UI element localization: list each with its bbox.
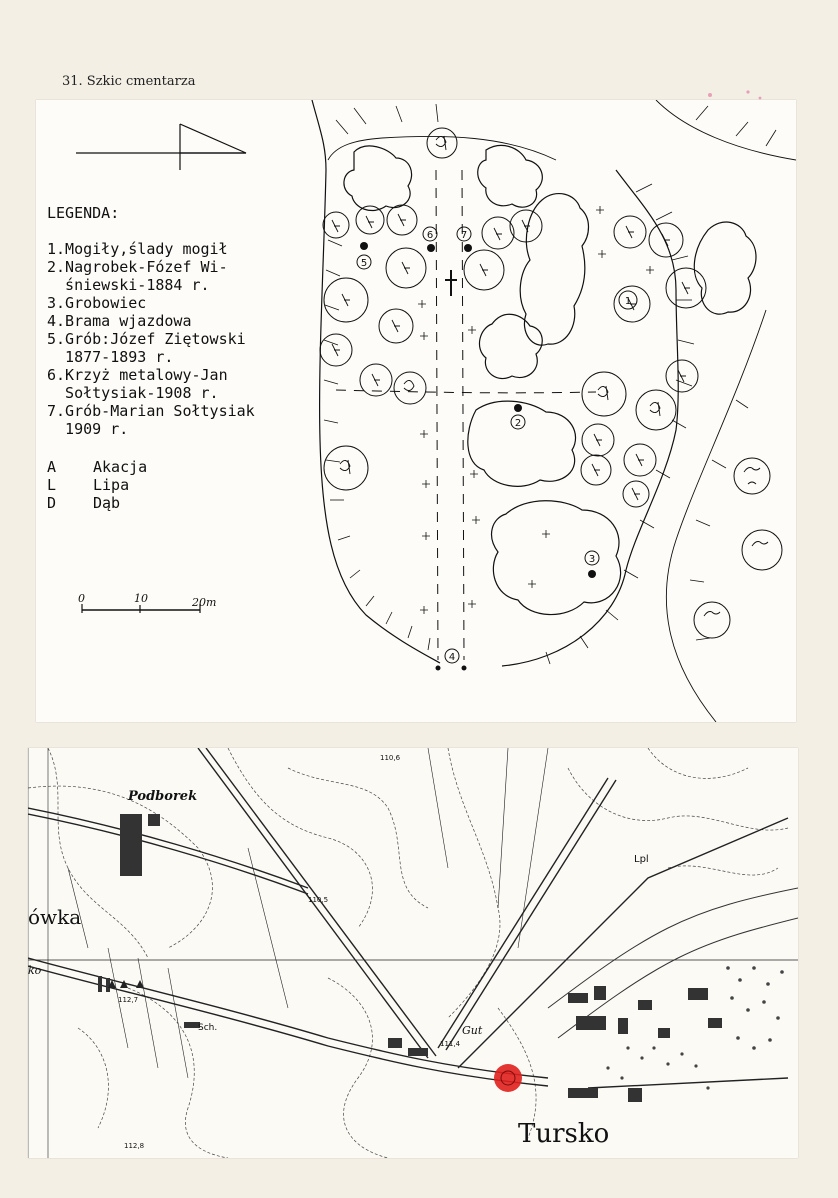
species-code: A xyxy=(47,458,57,476)
elevation-label: 112,7 xyxy=(118,996,139,1004)
scale-label-0: 0 xyxy=(78,592,85,605)
species-row xyxy=(47,476,147,494)
place-label-lpl: Lpl xyxy=(634,854,649,865)
species-row xyxy=(47,458,147,476)
legend-item-cont: 1909 r. xyxy=(47,420,129,438)
page-caption: 31. Szkic cmentarza xyxy=(62,74,196,89)
elevation-label: 110,5 xyxy=(308,896,329,904)
cemetery-boundary-right xyxy=(502,170,678,666)
cemetery-location-marker xyxy=(494,1064,522,1092)
marker-label: 2 xyxy=(514,418,522,429)
legend-item: 2.Nagrobek-Fózef Wi- xyxy=(47,258,228,276)
place-label-tursko: Tursko xyxy=(518,1119,610,1149)
shrub-clump xyxy=(344,146,412,211)
marker-label: 4 xyxy=(448,652,456,663)
topographic-map-svg xyxy=(28,748,798,1158)
legend-item: 1.Mogiły,ślady mogił xyxy=(47,240,228,258)
species-name: Akacja xyxy=(93,458,148,476)
scale-label-10: 10 xyxy=(134,592,148,605)
place-label-owka: ówka xyxy=(28,905,82,929)
marker-label: 6 xyxy=(426,230,434,241)
legend-item: 5.Grób:Józef Ziętowski xyxy=(47,330,246,348)
species-row xyxy=(47,494,147,512)
legend-item-cont: śniewski-1884 r. xyxy=(47,276,210,294)
elevation-label: 112,8 xyxy=(124,1142,145,1150)
scale-label-20m: 20m xyxy=(192,596,217,609)
topographic-map-sheet xyxy=(28,748,798,1158)
shrub-clump xyxy=(468,401,576,486)
legend-item-cont: Sołtysiak-1908 r. xyxy=(47,384,219,402)
marker-label: 3 xyxy=(588,554,596,565)
legend-title: LEGENDA: xyxy=(47,204,120,222)
marker-label: 7 xyxy=(460,230,468,241)
species-legend xyxy=(47,458,147,512)
metal-cross-icon xyxy=(445,270,457,296)
legend-item: 4.Brama wjazdowa xyxy=(47,312,192,330)
marker-label: 5 xyxy=(360,258,368,269)
legend-item: 3.Grobowiec xyxy=(47,294,147,312)
scale-bar xyxy=(82,604,200,613)
place-label-sch: Sch. xyxy=(198,1023,218,1033)
river xyxy=(548,888,798,1008)
legend-item: 7.Grób-Marian Sołtysiak xyxy=(47,402,255,420)
species-name: Lipa xyxy=(93,476,130,494)
elevation-label: 111,4 xyxy=(440,1040,461,1048)
legend-item-cont: 1877-1893 r. xyxy=(47,348,174,366)
species-name: Dąb xyxy=(93,494,121,512)
legend-item: 6.Krzyż metalowy-Jan xyxy=(47,366,228,384)
marker-label: 1 xyxy=(624,296,632,307)
north-arrow-icon xyxy=(76,124,246,170)
place-label-gut: Gut xyxy=(462,1024,483,1037)
legend xyxy=(47,204,255,438)
shrub-clump xyxy=(694,222,756,314)
place-label-ko: ko xyxy=(28,964,42,977)
place-label-podborek: Podborek xyxy=(128,789,198,804)
species-code: D xyxy=(47,494,57,512)
shrub-clump xyxy=(478,145,543,207)
elevation-label: 110,6 xyxy=(380,754,401,762)
shrub-clump xyxy=(520,194,588,346)
shrub-clump xyxy=(492,501,621,615)
shrub-clump xyxy=(479,314,542,378)
species-code: L xyxy=(47,476,57,494)
